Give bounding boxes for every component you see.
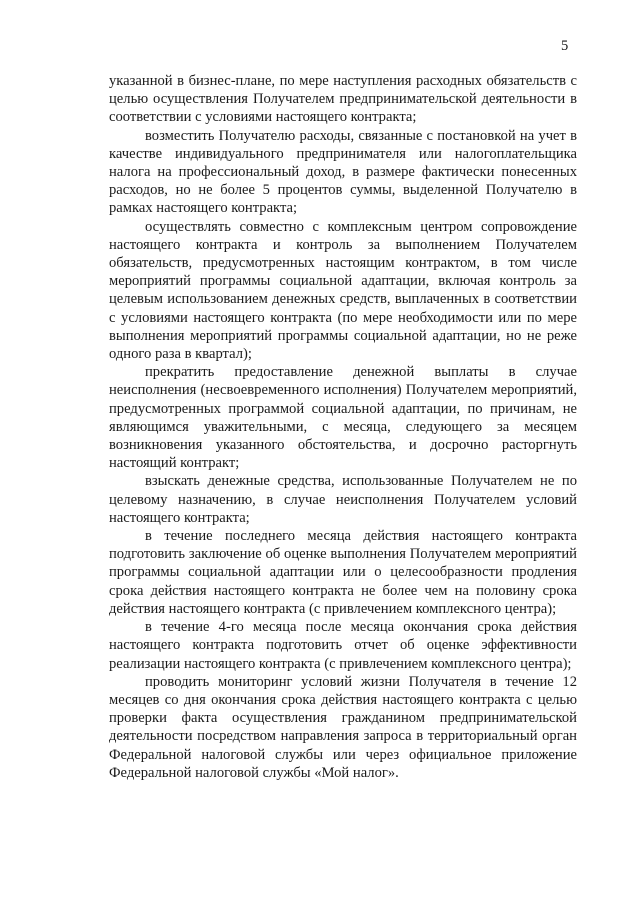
page-number: 5: [561, 38, 569, 54]
paragraph-contract-monitoring: осуществлять совместно с комплексным центром сопровождение настоящего контракта и контроль за выполнением Получателем обязательств, предусмотренных настоящим контрактом, в том числе мероприятий программы социальной адаптации, включая контроль за целевым использованием денежных средств, выплаченных в соответствии с условиями настоящего контракта (по мере необходимости или по мере выполнения мероприятий программы социальной адаптации, но не реже одного раза в квартал);: [109, 218, 577, 363]
document-body: [109, 72, 577, 782]
paragraph-recovery-of-funds: взыскать денежные средства, использованные Получателем не по целевому назначению, в случае неисполнения Получателем условий настоящего контракта;: [109, 473, 577, 526]
paragraph-living-conditions-monitoring: проводить мониторинг условий жизни Получателя в течение 12 месяцев со дня окончания срока действия настоящего контракта с целью проверки факта осуществления гражданином предпринимательской деятельности посредством направления запроса в территориальный орган Федеральной налоговой службы или через официальное приложение Федеральной налоговой службы «Мой налог».: [109, 673, 577, 781]
paragraph-effectiveness-report: в течение 4-го месяца после месяца окончания срока действия настоящего контракта подготовить отчет об оценке эффективности реализации настоящего контракта (с привлечением комплексного центра);: [109, 619, 577, 672]
paragraph-registration-expenses: возместить Получателю расходы, связанные с постановкой на учет в качестве индивидуального предпринимателя или налогоплательщика налога на профессиональный доход, в размере фактически понесенных расходов, но не более 5 процентов суммы, выделенной Получателю в рамках настоящего контракта;: [109, 127, 577, 217]
paragraph-funding-obligations: указанной в бизнес-плане, по мере наступления расходных обязательств с целью осуществления Получателем предпринимательской деятельности в соответствии с условиями настоящего контракта;: [109, 73, 577, 126]
paragraph-payment-termination: прекратить предоставление денежной выплаты в случае неисполнения (несвоевременного исполнения) Получателем мероприятий, предусмотренных программой социальной адаптации, по причинам, не являющимся уважительными, с месяца, следующего за месяцем возникновения указанного обстоятельства, и досрочно расторгнуть настоящий контракт;: [109, 364, 577, 472]
paragraph-assessment-conclusion: в течение последнего месяца действия настоящего контракта подготовить заключение об оценке выполнения Получателем мероприятий программы социальной адаптации или о целесообразности продления срока действия настоящего контракта не более чем на половину срока действия настоящего контракта (с привлечением комплексного центра);: [109, 528, 577, 617]
